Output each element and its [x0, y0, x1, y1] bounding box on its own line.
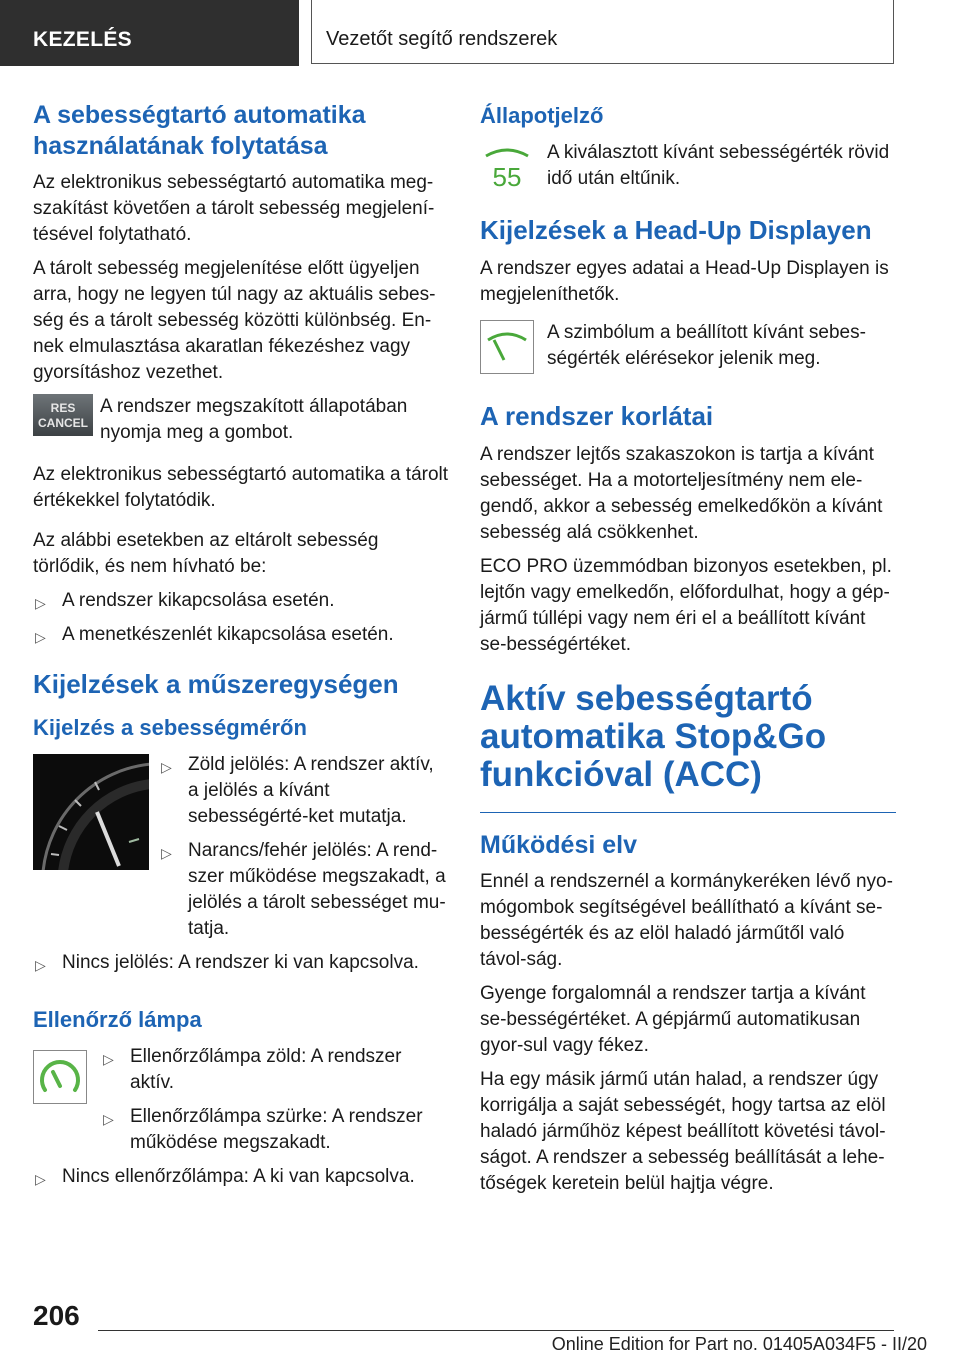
res-label: RES [50, 401, 76, 415]
heading-system-limits: A rendszer korlátai [480, 401, 714, 431]
triangle-bullet-icon: ▷ [35, 595, 46, 611]
heading-resume: A sebességtartó automatika használatának folytatása [33, 101, 366, 160]
footer-divider [98, 1330, 894, 1331]
res-cancel-button-icon [33, 394, 93, 436]
res-cancel-text: A rendszer megszakított állapotában nyomja meg a gombot. [100, 396, 408, 443]
paragraph: ECO PRO üzemmódban bizonyos esetekben, pl. lejtőn vagy emelkedőn, előfordulhat, hogy a gép-jármű túllépi vagy nem éri el a beállított kívánt se-bességértéket. [480, 556, 892, 655]
speedo-block [33, 752, 449, 942]
header-section-label: KEZELÉS [33, 28, 132, 51]
paragraph: Ennél a rendszernél a kormánykeréken lévő nyo-mógombok segítségével beállítható a kívánt se-bességérték és az elöl haladó járműtől való távol-ság. [480, 871, 893, 970]
heading-head-up-display: Kijelzések a Head-Up Displayen [480, 215, 872, 245]
paragraph: Ha egy másik jármű után halad, a rendszer úgy korrigálja a saját sebességét, hogy tartsa az elöl haladó járműhöz képest beállított követési távol-ságot. A rendszer a sebesség beállítását a lehe-tőségek keretein belül hajtja végre. [480, 1069, 886, 1194]
triangle-bullet-icon: ▷ [35, 957, 46, 973]
hud-speed-symbol-icon [480, 320, 534, 374]
paragraph: Az alábbi esetekben az eltárolt sebesség törlődik, és nem hívható be: [33, 530, 379, 577]
triangle-bullet-icon: ▷ [103, 1111, 114, 1127]
paragraph: Az elektronikus sebességtartó automatika a tárolt értékekkel folytatódik. [33, 464, 449, 511]
speedometer-lamp-icon [33, 1050, 87, 1104]
speedometer-image [33, 754, 149, 870]
list-item: ▷ Zöld jelölés: A rendszer aktív, a jelölés a kívánt sebességérté-ket mutatja. [161, 754, 434, 827]
paragraph: Gyenge forgalomnál a rendszer tartja a kívánt se-bességértéket. A gépjármű automatikusan gyor-sul vagy fékez. [480, 983, 866, 1056]
res-cancel-row [33, 394, 449, 456]
list-item: ▷ A menetkészenlét kikapcsolása esetén. [33, 622, 449, 648]
hud-icon-row [480, 320, 896, 382]
paragraph: A rendszer lejtős szakaszokon is tartja a kívánt sebességet. Ha a motorteljesítmény nem ele-gendő, akkor a sebesség emelkedőkön a kívánt sebesség alá csökkenhet. [480, 444, 883, 543]
list-item: ▷ Ellenőrzőlámpa szürke: A rendszer működése megszakadt. [103, 1106, 423, 1153]
lamp-block [33, 1044, 449, 1156]
hud-icon-text: A szimbólum a beállított kívánt sebes-ségérték elérésekor jelenik meg. [547, 322, 866, 369]
heading-indicator-lamp: Ellenőrző lámpa [33, 1007, 202, 1032]
status-row [480, 140, 896, 206]
list-item: ▷ Ellenőrzőlámpa zöld: A rendszer aktív. [103, 1046, 402, 1093]
heading-acc: Aktív sebességtartó automatika Stop&Go funkcióval (ACC) [480, 680, 896, 813]
set-speed-status-icon [480, 140, 534, 194]
header-chapter-tab [311, 0, 894, 64]
left-column [33, 100, 449, 1198]
paragraph: Az elektronikus sebességtartó automatika meg-szakítást követően a tárolt sebesség megjelení-tésével folytatható. [33, 172, 435, 245]
list-item: ▷ Narancs/fehér jelölés: A rend-szer működése megszakadt, a jelölés a tárolt sebességet mu-tatja. [161, 840, 446, 939]
right-column [480, 100, 896, 1205]
triangle-bullet-icon: ▷ [35, 629, 46, 645]
status-number: 55 [492, 162, 522, 192]
footer-edition: Online Edition for Part no. 01405A034F5 - II/20 [551, 1334, 927, 1354]
triangle-bullet-icon: ▷ [161, 845, 172, 861]
page-number: 206 [33, 1300, 80, 1331]
list-item: ▷ Nincs ellenőrzőlámpa: A ki van kapcsolva. [33, 1164, 449, 1190]
list-item: ▷ A rendszer kikapcsolása esetén. [33, 588, 449, 614]
triangle-bullet-icon: ▷ [161, 759, 172, 775]
triangle-bullet-icon: ▷ [103, 1051, 114, 1067]
heading-operating-principle: Működési elv [480, 831, 637, 859]
triangle-bullet-icon: ▷ [35, 1171, 46, 1187]
paragraph: A rendszer egyes adatai a Head-Up Displayen is megjeleníthetők. [480, 258, 889, 305]
header-chapter-label: Vezetőt segítő rendszerek [326, 28, 558, 50]
list-item: ▷ Nincs jelölés: A rendszer ki van kapcsolva. [33, 950, 449, 976]
paragraph: A tárolt sebesség megjelenítése előtt ügyeljen arra, hogy ne legyen túl nagy az aktuális sebes-ség és a tárolt sebesség közötti különbség. En-nek elmulasztása akaratlan fékezéshez vagy gyorsításhoz vezethet. [33, 258, 436, 383]
heading-speedometer: Kijelzés a sebességmérőn [33, 715, 307, 740]
heading-instrument-display: Kijelzések a műszeregységen [33, 669, 399, 699]
header-section-tab [0, 0, 299, 66]
cancel-label: CANCEL [38, 416, 88, 430]
heading-status-indicator: Állapotjelző [480, 103, 604, 128]
status-text: A kiválasztott kívánt sebességérték rövid idő után eltűnik. [547, 142, 890, 189]
